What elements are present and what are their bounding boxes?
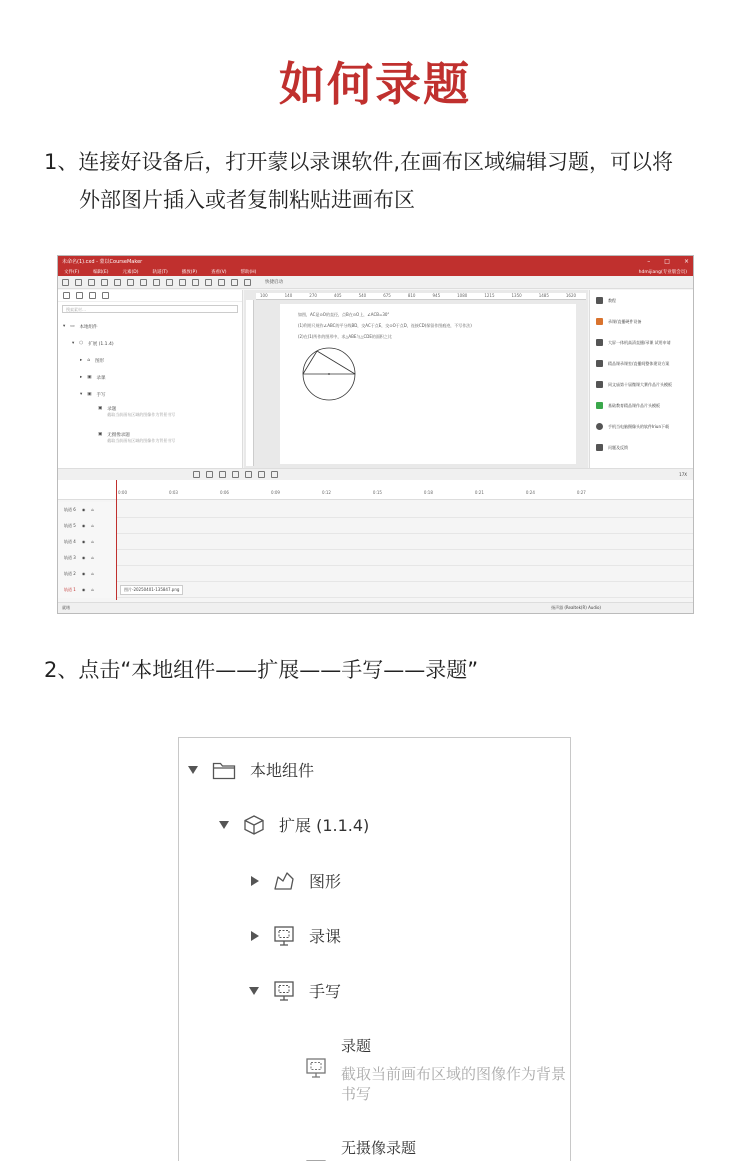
redo-icon[interactable]	[245, 471, 252, 478]
resource-item-label: 问题及反馈	[608, 444, 628, 450]
track-name: 轨道 2	[64, 570, 76, 576]
time-tick: 0:06	[219, 490, 229, 495]
mail-icon	[596, 444, 603, 451]
resource-item-label: 同文庙第十届微课大赛作品片头模板	[608, 381, 672, 387]
screen-icon[interactable]	[101, 279, 108, 286]
camera-icon[interactable]	[114, 279, 121, 286]
database-tab-icon[interactable]	[89, 292, 96, 299]
tree-handwrite-label: 手写	[96, 392, 106, 398]
maximize-icon[interactable]: □	[664, 258, 670, 265]
tree-lesson[interactable]	[58, 369, 238, 386]
ruler-tick: 540	[358, 293, 367, 298]
package-icon: ⬡	[79, 341, 84, 346]
monitor-icon: ▣	[98, 406, 103, 411]
number-icon	[596, 381, 603, 388]
pen-icon[interactable]	[205, 279, 212, 286]
lock-icon[interactable]: ⌂	[91, 587, 94, 592]
tree-row-ext[interactable]	[219, 813, 369, 836]
tree-lesson-label: 录课	[96, 375, 106, 381]
resource-item-label: 大屏一体机高清直播/录课 试用申请	[608, 339, 671, 345]
step-1	[44, 143, 724, 219]
tree-root-label: 本地组件	[250, 761, 315, 780]
tree-handwrite-label: 手写	[309, 982, 342, 1001]
lock-icon[interactable]: ⌂	[91, 507, 94, 512]
tree-item-record-no-camera[interactable]	[305, 1137, 416, 1161]
tree-shape[interactable]	[58, 352, 238, 369]
component-panel	[58, 290, 243, 468]
tree-root[interactable]	[58, 318, 238, 335]
menu-view[interactable]: 查看(V)	[210, 269, 227, 275]
component-tabs	[58, 290, 242, 302]
playhead[interactable]	[116, 480, 117, 600]
folder-icon: ▭	[70, 324, 75, 329]
monitor-icon	[273, 925, 295, 947]
caret-down-icon	[188, 766, 198, 774]
canvas-page[interactable]	[280, 304, 576, 464]
user-name[interactable]: hdmijiang(专业版会员)	[638, 269, 687, 275]
record-no-camera-title: 无摄像录题	[107, 433, 130, 438]
resource-item[interactable]	[590, 374, 694, 395]
component-search-input[interactable]: 搜索素材…	[62, 305, 238, 313]
caret-down-icon	[249, 987, 259, 995]
folder-icon	[212, 760, 236, 780]
menu-element[interactable]: 元素(D)	[122, 269, 139, 275]
ruler-tick: 405	[333, 293, 342, 298]
layer-icon[interactable]	[244, 279, 251, 286]
step-1-line-1: 1、连接好设备后，打开蒙以录课软件,在画布区域编辑习题，可以将	[44, 150, 674, 174]
display-icon	[596, 339, 603, 346]
question-line: 如图，AC是⊙O的直径，点B在⊙O上，∠ACB=30°	[298, 312, 390, 317]
monitor-icon: ▣	[87, 375, 92, 380]
time-tick: 0:00	[118, 490, 127, 495]
close-icon[interactable]: ×	[683, 258, 689, 265]
tree-item-record-no-camera[interactable]	[58, 429, 238, 455]
tree-row-handwrite[interactable]	[249, 979, 341, 1002]
cut-icon[interactable]	[219, 471, 226, 478]
caret-right-icon: ▸	[80, 358, 83, 363]
circle-geometry-figure	[295, 344, 365, 404]
monitor-icon: ▣	[98, 432, 103, 437]
audio-device-select[interactable]: 扬声器 (Realtek(R) Audio)	[551, 605, 601, 610]
record-question-title: 录题	[107, 407, 117, 412]
tree-shape-label: 图形	[309, 872, 342, 891]
ruler-tick: 1485	[538, 293, 549, 298]
webcam-icon	[596, 423, 603, 430]
edit-icon[interactable]	[140, 279, 147, 286]
resource-item[interactable]	[590, 311, 694, 332]
component-tree-zoomed	[178, 737, 571, 1161]
caret-right-icon: ▸	[80, 375, 83, 380]
step-2: 2、点击“本地组件——扩展——手写——录题”	[44, 658, 479, 682]
shape-icon	[273, 871, 295, 891]
app-titlebar	[58, 256, 693, 267]
timeline-ruler[interactable]	[58, 480, 694, 500]
track-name: 轨道 3	[64, 554, 76, 560]
monitor-icon: ▣	[87, 392, 92, 397]
grid-icon[interactable]	[218, 279, 225, 286]
tree-item-record-question[interactable]	[305, 1035, 576, 1104]
menu-track[interactable]: 轨道(T)	[152, 269, 168, 275]
track-row[interactable]	[58, 550, 694, 566]
ruler-tick: 945	[432, 293, 441, 298]
shape-icon: ⌂	[87, 358, 91, 363]
book-icon	[596, 297, 603, 304]
lock-icon[interactable]: ⌂	[91, 555, 94, 560]
tree-handwrite[interactable]	[58, 386, 238, 403]
eye-icon[interactable]: ◉	[81, 523, 86, 528]
stop-icon[interactable]	[206, 471, 213, 478]
tree-shape-label: 图形	[95, 358, 105, 364]
caret-right-icon	[251, 876, 259, 886]
marker-icon[interactable]	[271, 471, 278, 478]
resource-item[interactable]	[590, 290, 694, 311]
monitor-icon	[305, 1057, 327, 1079]
menu-edit[interactable]: 编辑(E)	[93, 269, 109, 275]
menu-help[interactable]: 帮助(H)	[240, 269, 257, 275]
time-tick: 0:18	[423, 490, 433, 495]
video-icon	[596, 360, 603, 367]
canvas-area	[244, 290, 588, 468]
caret-down-icon: ▾	[80, 392, 83, 397]
tree-row-root[interactable]	[188, 758, 314, 781]
record-question-desc: 截取当前画布区域的图像作为背景书写	[107, 412, 176, 417]
lock-icon[interactable]: ⌂	[91, 571, 94, 576]
track-row[interactable]	[58, 518, 694, 534]
horizontal-ruler	[256, 293, 586, 300]
ruler-tick: 810	[407, 293, 416, 298]
eye-icon[interactable]: ◉	[81, 507, 86, 512]
resource-item-label: 录课/直播硬件设备	[608, 318, 642, 324]
track-row[interactable]	[58, 502, 694, 518]
play-icon[interactable]	[193, 471, 200, 478]
resource-item[interactable]	[590, 332, 694, 353]
package-icon	[243, 814, 265, 836]
resource-item-label: 教程	[608, 297, 616, 303]
monitor-icon	[273, 980, 295, 1002]
ruler-tick: 675	[383, 293, 391, 298]
time-tick: 0:15	[372, 490, 382, 495]
track-name: 轨道 5	[64, 522, 76, 528]
app-window-title: 未命名(1).cxd - 蒙以CourseMaker	[62, 259, 143, 265]
track-name: 轨道 4	[64, 538, 76, 544]
quick-start-button[interactable]: 快捷启动	[265, 280, 283, 285]
question-line: (1)利用尺规作∠ABC的平分线BD，交AC于点E，交⊙O于点D，连接CD(保留作图痕迹，不写作法)	[298, 323, 472, 328]
tree-row-shape[interactable]	[251, 869, 341, 892]
eye-icon[interactable]: ◉	[81, 587, 86, 592]
caret-down-icon: ▾	[63, 324, 66, 329]
document-icon[interactable]	[192, 279, 199, 286]
layers-tab-icon[interactable]	[102, 292, 109, 299]
save-file-icon[interactable]	[88, 279, 95, 286]
ruler-tick: 100	[260, 293, 268, 298]
record-no-camera-title: 无摄像录题	[341, 1139, 417, 1157]
record-question-desc: 截取当前画布区域的图像作为背景书写	[341, 1065, 567, 1103]
text-icon[interactable]	[179, 279, 186, 286]
shape-icon[interactable]	[166, 279, 173, 286]
eye-icon[interactable]: ◉	[81, 571, 86, 576]
app-menubar	[58, 267, 693, 276]
lock-icon[interactable]: ⌂	[91, 523, 94, 528]
split-icon[interactable]	[258, 471, 265, 478]
tree-ext[interactable]	[58, 335, 238, 352]
resource-item-label: 手机当电脑摄像头的软件Iriun下载	[608, 423, 670, 429]
status-text: 就绪	[62, 605, 70, 610]
timer-icon[interactable]	[231, 279, 238, 286]
minimize-icon[interactable]: –	[647, 258, 651, 265]
tree-ext-label: 扩展 (1.1.4)	[88, 341, 114, 347]
track-name: 轨道 6	[64, 506, 76, 512]
tree-ext-label: 扩展 (1.1.4)	[279, 816, 370, 835]
caret-down-icon	[219, 821, 229, 829]
track-name: 轨道 1	[64, 586, 76, 592]
open-file-icon[interactable]	[75, 279, 82, 286]
resource-item[interactable]	[590, 416, 694, 437]
question-line: (2)在(1)所作的图形中，求△ABE与△CDE的面积之比	[298, 334, 392, 339]
playback-controls	[58, 468, 694, 480]
new-file-icon[interactable]	[62, 279, 69, 286]
resource-item[interactable]	[590, 395, 694, 416]
resource-item[interactable]	[590, 353, 694, 374]
resource-item-label: 基础教育精品课作品片头模板	[608, 402, 660, 408]
tree-root-label: 本地组件	[79, 324, 98, 330]
image-icon[interactable]	[127, 279, 134, 286]
timeline-zoom[interactable]: 17X	[679, 472, 687, 477]
track-row[interactable]	[58, 582, 694, 598]
track-list	[58, 502, 694, 598]
caret-right-icon	[251, 931, 259, 941]
list-icon[interactable]	[153, 279, 160, 286]
ruler-tick: 1215	[484, 293, 495, 298]
undo-icon[interactable]	[232, 471, 239, 478]
grid-tab-icon[interactable]	[63, 292, 70, 299]
time-tick: 0:21	[474, 490, 484, 495]
time-tick: 0:12	[321, 490, 331, 495]
vertical-ruler	[246, 300, 254, 466]
app-toolbar	[58, 276, 693, 289]
component-tab-icon[interactable]	[76, 292, 83, 299]
time-tick: 0:03	[168, 490, 178, 495]
ruler-tick: 1080	[457, 293, 468, 298]
record-question-title: 录题	[341, 1037, 372, 1055]
track-row[interactable]	[58, 566, 694, 582]
component-tree	[58, 318, 238, 455]
eye-icon[interactable]: ◉	[81, 539, 86, 544]
time-tick: 0:09	[270, 490, 280, 495]
track-row[interactable]	[58, 534, 694, 550]
caret-down-icon: ▾	[72, 341, 75, 346]
ruler-tick: 270	[309, 293, 317, 298]
page-title: 如何录题	[279, 57, 471, 111]
resource-item[interactable]	[590, 437, 694, 458]
ruler-tick: 1350	[511, 293, 522, 298]
menu-file[interactable]: 文件(F)	[64, 269, 80, 275]
app-screenshot	[57, 255, 694, 614]
eye-icon[interactable]: ◉	[81, 555, 86, 560]
time-tick: 0:27	[576, 490, 586, 495]
image-clip[interactable]: 图片-20250401-135847.png	[120, 585, 183, 595]
ruler-tick: 140	[284, 293, 293, 298]
menu-play[interactable]: 播放(P)	[181, 269, 197, 275]
record-no-camera-desc: 截取当前画布区域的图像作为背景书写	[107, 438, 176, 443]
ruler-tick: 1620	[565, 293, 577, 298]
resource-panel	[589, 290, 694, 468]
tree-row-lesson[interactable]	[251, 924, 341, 947]
tree-item-record-question[interactable]	[58, 403, 238, 429]
step-1-line-2: 外部图片插入或者复制粘贴进画布区	[79, 188, 415, 212]
resource-item-label: 精品课录课室/直播间整体建设方案	[608, 360, 670, 366]
lock-icon[interactable]: ⌂	[91, 539, 94, 544]
template-icon	[596, 402, 603, 409]
device-icon	[596, 318, 603, 325]
status-bar	[58, 602, 694, 613]
tree-lesson-label: 录课	[309, 927, 342, 946]
time-tick: 0:24	[525, 490, 535, 495]
